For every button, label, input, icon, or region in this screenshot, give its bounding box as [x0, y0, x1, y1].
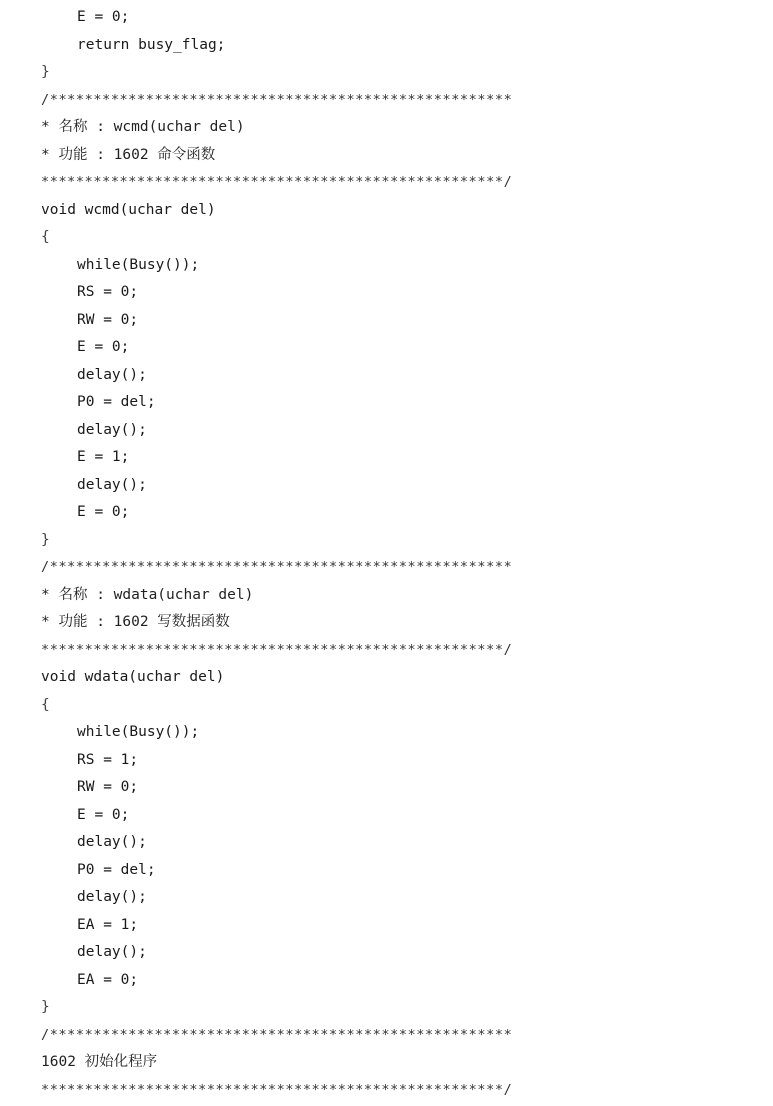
comment-line: * 名称 : wcmd(uchar del)	[41, 119, 245, 135]
code-line: while(Busy());	[77, 724, 200, 740]
code-line: RW = 0;	[77, 311, 139, 328]
brace-line: }	[41, 64, 50, 80]
comment-rule-line: /*****************************************************	[41, 1026, 513, 1043]
code-line: E = 0;	[77, 806, 130, 823]
code-line: EA = 0;	[77, 971, 139, 988]
code-line: delay();	[77, 421, 147, 438]
code-line: while(Busy());	[77, 256, 200, 273]
comment-rule-line: *****************************************************/	[41, 174, 513, 190]
code-line: delay();	[77, 834, 147, 850]
comment-rule-line: /*****************************************************	[41, 559, 513, 575]
code-line: P0 = del;	[77, 861, 156, 878]
code-line: void wcmd(uchar del)	[41, 201, 216, 218]
comment-line: * 功能 : 1602 写数据函数	[41, 614, 230, 630]
code-line: E = 0;	[77, 9, 130, 25]
brace-line: }	[41, 531, 50, 548]
brace-line: }	[41, 999, 50, 1015]
code-line: EA = 1;	[77, 916, 139, 933]
code-line: delay();	[77, 476, 147, 493]
brace-line: {	[41, 696, 50, 713]
code-listing	[41, 4, 766, 1104]
code-line: return busy_flag;	[77, 36, 226, 53]
code-line: E = 0;	[77, 339, 130, 355]
code-line: E = 0;	[77, 504, 130, 520]
code-line: delay();	[77, 944, 147, 960]
code-line: void wdata(uchar del)	[41, 669, 225, 685]
code-line: RW = 0;	[77, 779, 139, 795]
brace-line: {	[41, 229, 50, 245]
comment-rule-line: *****************************************************/	[41, 1081, 513, 1098]
comment-line: 1602 初始化程序	[41, 1054, 158, 1070]
comment-line: * 功能 : 1602 命令函数	[41, 146, 216, 163]
code-line: RS = 0;	[77, 284, 139, 300]
comment-rule-line: /*****************************************************	[41, 91, 513, 108]
comment-line: * 名称 : wdata(uchar del)	[41, 586, 254, 603]
code-line: P0 = del;	[77, 394, 156, 410]
code-line: E = 1;	[77, 449, 130, 465]
code-line: delay();	[77, 889, 147, 905]
code-line: RS = 1;	[77, 751, 139, 768]
code-line: delay();	[77, 366, 147, 383]
comment-rule-line: *****************************************************/	[41, 641, 513, 658]
